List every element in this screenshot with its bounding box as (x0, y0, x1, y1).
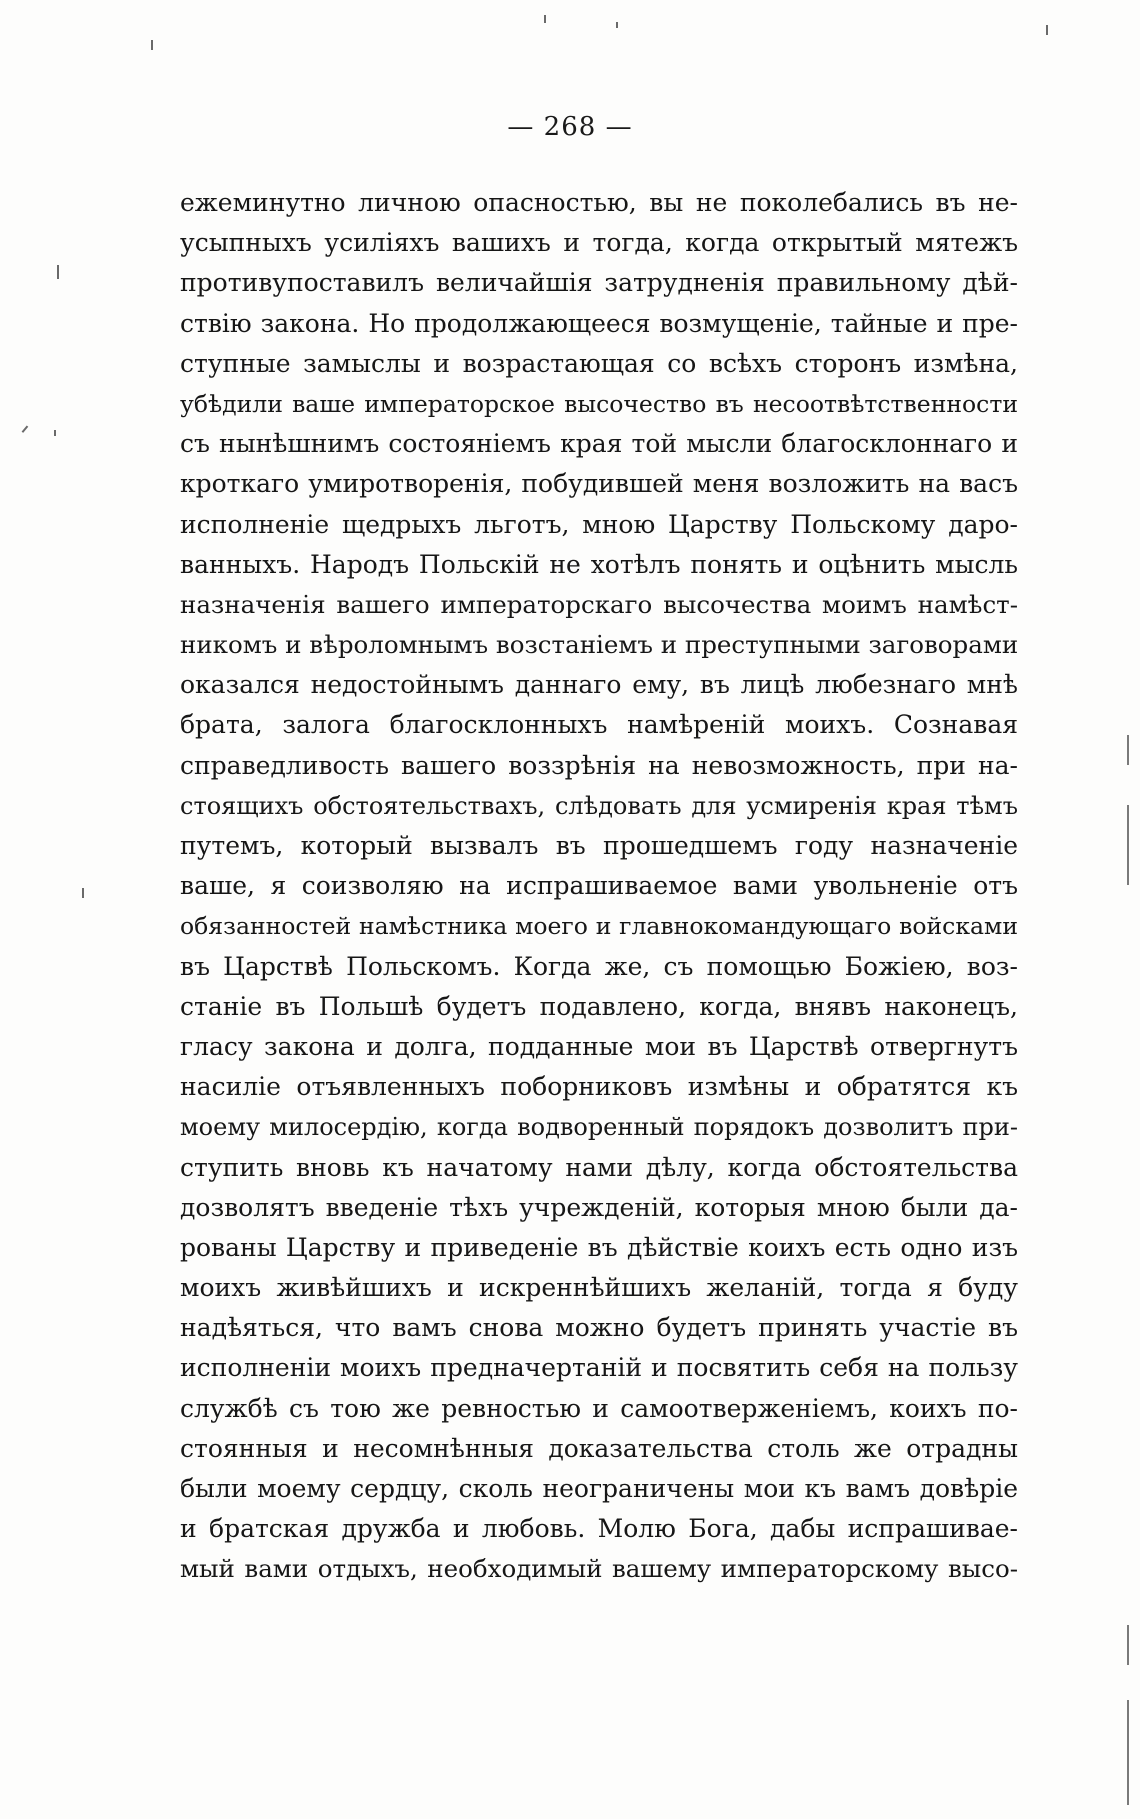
page-edge-mark (1127, 1700, 1129, 1805)
text-line: ступить вновь къ начатому нами дѣлу, когда обстоятельства (180, 1152, 1018, 1182)
text-line: и братская дружба и любовь. Молю Бога, дабы испрашивае- (180, 1514, 1018, 1544)
text-line: путемъ, который вызвалъ въ прошедшемъ году назначеніе (180, 831, 1018, 860)
scan-speck (54, 430, 56, 436)
page-number: — 268 — (507, 112, 633, 142)
text-line: справедливость вашего воззрѣнія на невозможность, при на- (180, 750, 1018, 780)
scan-speck (82, 888, 84, 898)
text-line: кроткаго умиротворенія, побудившей меня возложить на васъ (180, 469, 1018, 499)
text-line: исполненіи моихъ предначертаній и посвятить себя на пользу (180, 1353, 1018, 1383)
text-line: надѣяться, что вамъ снова можно будетъ принять участіе въ (180, 1313, 1018, 1343)
text-line: ежеминутно личною опасностью, вы не поколебались въ не- (180, 188, 1018, 217)
text-line: станіе въ Польшѣ будетъ подавлено, когда, внявъ наконецъ, (180, 991, 1018, 1021)
text-line: были моему сердцу, сколь неограничены мои къ вамъ довѣріе (180, 1474, 1018, 1503)
text-line: ступные замыслы и возрастающая со всѣхъ сторонъ измѣна, (180, 348, 1018, 378)
text-line: въ Царствѣ Польскомъ. Когда же, съ помощью Божіею, воз- (180, 951, 1018, 981)
text-line: стоящихъ обстоятельствахъ, слѣдовать для усмиренія края тѣмъ (180, 791, 1018, 820)
page-edge-mark (1127, 1625, 1129, 1665)
text-line: ваше, я соизволяю на испрашиваемое вами увольненіе отъ (180, 871, 1018, 901)
text-line: службѣ съ тою же ревностью и самоотверженіемъ, коихъ по- (180, 1393, 1018, 1423)
text-line: гласу закона и долга, подданные мои въ Царствѣ отвергнутъ (180, 1031, 1018, 1061)
page-edge-mark (1127, 735, 1129, 765)
text-line: стоянныя и несомнѣнныя доказательства столь же отрадны (180, 1433, 1018, 1463)
text-line: противупоставилъ величайшія затрудненія правильному дѣй- (180, 268, 1018, 298)
text-line: усыпныхъ усиліяхъ вашихъ и тогда, когда открытый мятежъ (180, 228, 1018, 258)
text-line: моихъ живѣйшихъ и искреннѣйшихъ желаній, тогда я буду (180, 1273, 1018, 1303)
text-line: исполненіе щедрыхъ льготъ, мною Царству Польскому даро- (180, 509, 1018, 539)
text-line: ванныхъ. Народъ Польскій не хотѣлъ понять и оцѣнить мысль (180, 549, 1018, 579)
scan-speck (544, 15, 546, 23)
text-line: брата, залога благосклонныхъ намѣреній моихъ. Сознавая (180, 710, 1018, 740)
text-line: съ нынѣшнимъ состояніемъ края той мысли благосклоннаго и (180, 429, 1018, 459)
scan-speck (616, 22, 618, 28)
scan-speck (151, 40, 153, 50)
text-line: ствію закона. Но продолжающееся возмущеніе, тайные и пре- (180, 308, 1018, 338)
text-line: дозволятъ введеніе тѣхъ учрежденій, которыя мною были да- (180, 1192, 1018, 1222)
text-line: мый вами отдыхъ, необходимый вашему императорскому высо- (180, 1554, 1018, 1584)
text-line: никомъ и вѣроломнымъ возстаніемъ и преступными заговорами (180, 630, 1018, 660)
text-line: обязанностей намѣстника моего и главнокомандующаго войсками (180, 912, 1018, 941)
scan-speck (57, 265, 59, 279)
text-line: убѣдили ваше императорское высочество въ несоотвѣтственности (180, 389, 1018, 418)
text-line: назначенія вашего императорскаго высочества моимъ намѣст- (180, 589, 1018, 619)
scan-speck (22, 425, 28, 432)
text-line: моему милосердію, когда водворенный порядокъ дозволитъ при- (180, 1113, 1018, 1142)
body-text (180, 183, 1018, 1590)
text-line: оказался недостойнымъ даннаго ему, въ лицѣ любезнаго мнѣ (180, 670, 1018, 700)
page-edge-mark (1127, 805, 1129, 885)
text-line: рованы Царству и приведеніе въ дѣйствіе коихъ есть одно изъ (180, 1232, 1018, 1262)
scan-speck (1046, 25, 1048, 35)
text-line: насиліе отъявленныхъ поборниковъ измѣны и обратятся къ (180, 1072, 1018, 1102)
